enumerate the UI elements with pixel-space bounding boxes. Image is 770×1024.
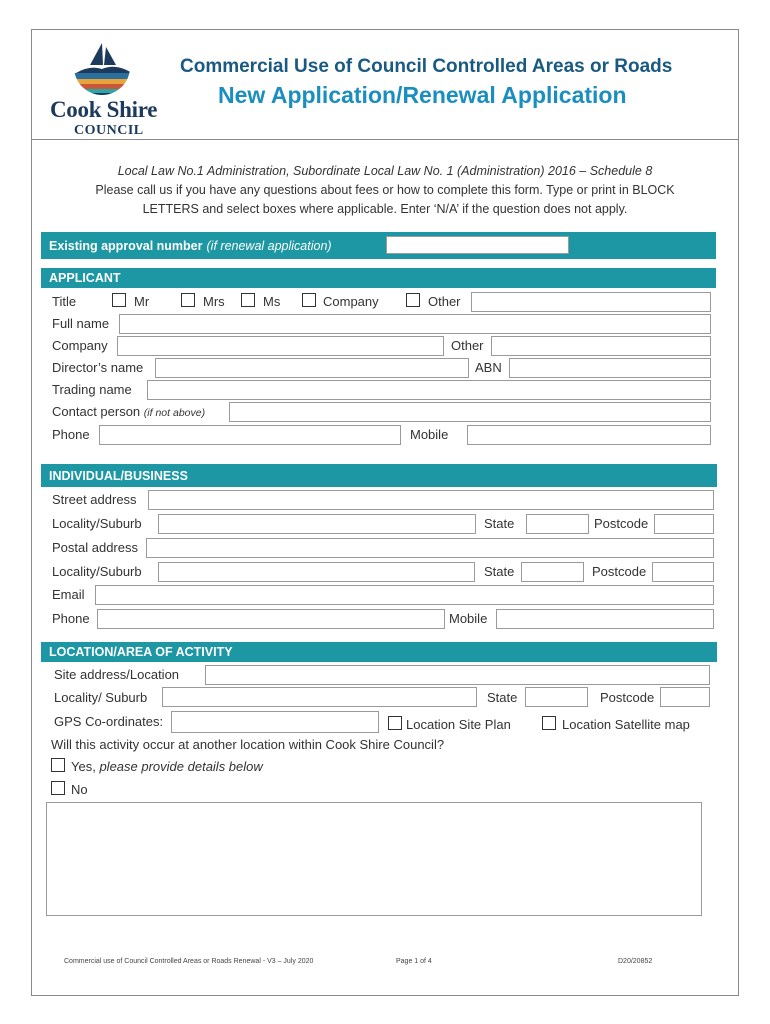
- gps-label: GPS Co-ordinates:: [54, 714, 164, 729]
- postal-address-input[interactable]: [146, 538, 714, 558]
- postal-locality-label: Locality/Suburb: [52, 564, 142, 579]
- site-address-label: Site address/Location: [54, 667, 180, 682]
- existing-approval-input[interactable]: [386, 236, 569, 254]
- cook-shire-council-logo: [40, 35, 170, 137]
- site-locality-label: Locality/ Suburb: [54, 690, 148, 705]
- gps-input[interactable]: [171, 711, 379, 733]
- individual-section-header: [41, 464, 717, 487]
- abn-label: ABN: [475, 360, 502, 375]
- trading-name-input[interactable]: [147, 380, 711, 400]
- other-location-no-label: No: [71, 782, 88, 797]
- other-location-question: Will this activity occur at another location within Cook Shire Council?: [51, 737, 445, 752]
- existing-approval-label: Existing approval number: [49, 238, 203, 253]
- company-other-input[interactable]: [491, 336, 711, 356]
- abn-input[interactable]: [509, 358, 711, 378]
- title-other-checkbox[interactable]: [406, 293, 420, 307]
- existing-approval-hint: (if renewal application): [206, 238, 332, 253]
- postal-postcode-label: Postcode: [592, 564, 647, 579]
- title-other-input[interactable]: [471, 292, 711, 312]
- other-location-yes-label: [71, 759, 263, 774]
- title-other-label: Other: [428, 294, 461, 309]
- company-input[interactable]: [117, 336, 444, 356]
- form-page: [31, 29, 739, 996]
- other-location-details-textarea[interactable]: [46, 802, 702, 916]
- contact-person-input[interactable]: [229, 402, 711, 422]
- form-header: [32, 30, 738, 140]
- logo-text-cook-shire: Cook Shire: [50, 97, 158, 122]
- location-heading: LOCATION/AREA OF ACTIVITY: [49, 645, 233, 659]
- other-location-yes-checkbox[interactable]: [51, 758, 65, 772]
- contact-person-label: [52, 404, 205, 419]
- yes-hint: please provide details below: [99, 759, 263, 774]
- location-section-header: [41, 642, 717, 662]
- company-label: Company: [52, 338, 108, 353]
- footer-doc-number: D20/20852: [618, 958, 653, 965]
- trading-name-label: Trading name: [52, 382, 132, 397]
- site-state-label: State: [487, 690, 518, 705]
- title-mr-label: Mr: [134, 294, 150, 309]
- satellite-map-label: Location Satellite map: [562, 717, 690, 732]
- business-mobile-input[interactable]: [496, 609, 714, 629]
- postal-state-input[interactable]: [521, 562, 584, 582]
- street-locality-label: Locality/Suburb: [52, 516, 142, 531]
- site-postcode-label: Postcode: [600, 690, 655, 705]
- full-name-label: Full name: [52, 316, 110, 331]
- site-address-input[interactable]: [205, 665, 710, 685]
- postal-state-label: State: [484, 564, 515, 579]
- site-plan-checkbox[interactable]: [388, 716, 402, 730]
- contact-person-text: Contact person: [52, 404, 141, 419]
- contact-person-hint: (if not above): [143, 407, 206, 419]
- street-state-label: State: [484, 516, 515, 531]
- form-subtitle: New Application/Renewal Application: [218, 82, 627, 108]
- yes-text: Yes,: [71, 759, 96, 774]
- applicant-phone-label: Phone: [52, 427, 90, 442]
- title-ms-label: Ms: [263, 294, 281, 309]
- title-label: Title: [52, 294, 77, 309]
- title-mrs-label: Mrs: [203, 294, 225, 309]
- company-other-label: Other: [451, 338, 484, 353]
- title-ms-checkbox[interactable]: [241, 293, 255, 307]
- form-intro: [32, 162, 738, 219]
- business-mobile-label: Mobile: [449, 611, 488, 626]
- street-address-label: Street address: [52, 492, 137, 507]
- applicant-section-header: [41, 268, 716, 288]
- satellite-map-checkbox[interactable]: [542, 716, 556, 730]
- footer-doc-title: Commercial use of Council Controlled Areas or Roads Renewal - V3 – July 2020: [64, 958, 314, 965]
- site-state-input[interactable]: [525, 687, 588, 707]
- business-phone-input[interactable]: [97, 609, 445, 629]
- applicant-mobile-input[interactable]: [467, 425, 711, 445]
- instructions-line-1: Please call us if you have any questions about fees or how to complete this form. Type or print in BLOCK: [95, 183, 675, 197]
- postal-locality-input[interactable]: [158, 562, 475, 582]
- postal-postcode-input[interactable]: [652, 562, 714, 582]
- postal-address-label: Postal address: [52, 540, 138, 555]
- business-phone-label: Phone: [52, 611, 90, 626]
- email-label: Email: [52, 587, 85, 602]
- site-plan-label: Location Site Plan: [406, 717, 511, 732]
- street-postcode-input[interactable]: [654, 514, 714, 534]
- title-company-label: Company: [323, 294, 379, 309]
- director-name-input[interactable]: [155, 358, 469, 378]
- title-company-checkbox[interactable]: [302, 293, 316, 307]
- footer-page-number: Page 1 of 4: [396, 958, 432, 965]
- director-name-label: Director’s name: [52, 360, 144, 375]
- applicant-heading: APPLICANT: [49, 271, 121, 285]
- title-mrs-checkbox[interactable]: [181, 293, 195, 307]
- street-locality-input[interactable]: [158, 514, 476, 534]
- street-state-input[interactable]: [526, 514, 589, 534]
- title-mr-checkbox[interactable]: [112, 293, 126, 307]
- instructions-line-2: LETTERS and select boxes where applicable. Enter ‘N/A’ if the question does not apply.: [142, 202, 628, 216]
- full-name-input[interactable]: [119, 314, 711, 334]
- applicant-mobile-label: Mobile: [410, 427, 449, 442]
- logo-emblem-icon: [40, 35, 170, 97]
- form-title: Commercial Use of Council Controlled Areas or Roads: [180, 56, 673, 77]
- applicant-phone-input[interactable]: [99, 425, 401, 445]
- site-postcode-input[interactable]: [660, 687, 710, 707]
- individual-heading: INDIVIDUAL/BUSINESS: [49, 468, 188, 483]
- law-reference: Local Law No.1 Administration, Subordinate Local Law No. 1 (Administration) 2016 – Schedule 8: [117, 164, 653, 178]
- email-input[interactable]: [95, 585, 714, 605]
- site-locality-input[interactable]: [162, 687, 477, 707]
- street-postcode-label: Postcode: [594, 516, 649, 531]
- existing-approval-bar: [41, 232, 716, 259]
- street-address-input[interactable]: [148, 490, 714, 510]
- other-location-no-checkbox[interactable]: [51, 781, 65, 795]
- logo-text-council: COUNCIL: [74, 123, 144, 138]
